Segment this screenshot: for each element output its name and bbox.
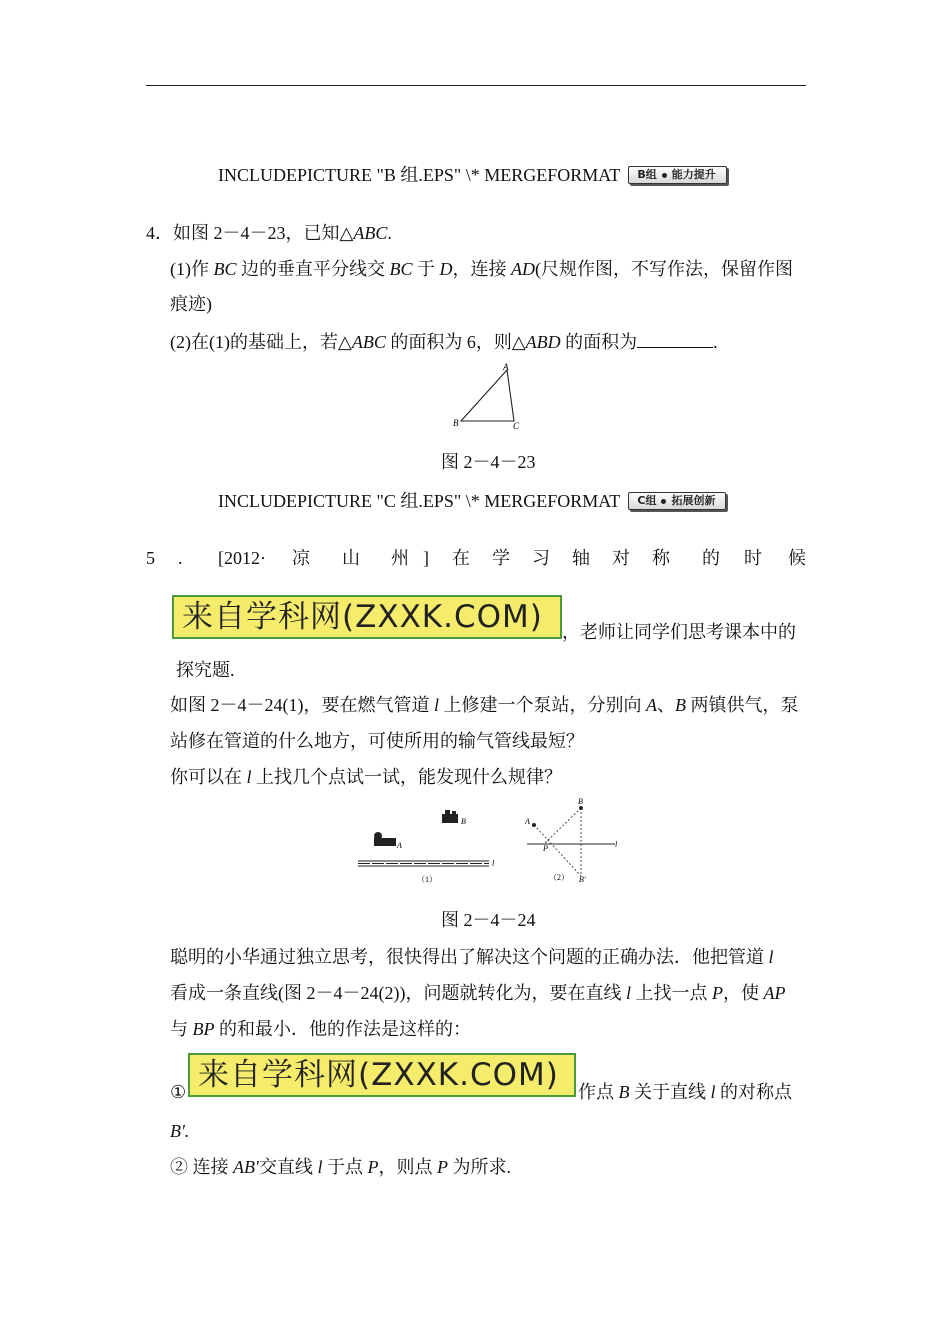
section-badge-b: B组 能力提升 [628,166,726,184]
label-l: l [615,840,618,849]
segment-bp [544,808,581,844]
pipeline-l [358,861,489,866]
town-b-icon [442,810,458,823]
q5-line6: 你可以在 l 上找几个点试一试，能发现什么规律？ [170,767,563,787]
q5-stem-justified: 5 . [2012· 凉 山 州 ] 在 学 习 轴 对 称 的 时 候 [146,548,806,568]
fig-caption-23: 图 2－4－23 [441,452,536,472]
label-b: B [453,418,459,428]
watermark-banner-2: 来自学科网(ZXXK.COM) [188,1053,576,1097]
subfig-label-1: （1） [417,875,437,884]
label-p: P [543,844,548,853]
include-b-line [218,163,727,187]
q4-part2: (2)在(1)的基础上，若△ABC 的面积为 6，则△ABD 的面积为 . [170,329,718,354]
subfig-label-2: （2） [549,873,569,882]
include-c-line [218,489,726,513]
q5-line2-tail: ，老师让同学们思考课本中的 [562,622,796,642]
include-field-b: INCLUDEPICTURE "B 组.EPS" \* MERGEFORMAT [218,165,620,185]
triangle-figure [445,360,535,436]
q5-solution-line3: 与 BP 的和最小．他的作法是这样的： [170,1019,471,1039]
header-rule [146,85,806,86]
q4-part1: (1)作 BC 边的垂直平分线交 BC 于 D，连接 AD(尺规作图，不写作法，保留作图 [170,259,794,279]
label-a: A [503,362,509,372]
watermark-banner-1: 来自学科网(ZXXK.COM) [172,595,562,639]
point-a [532,823,536,827]
label-b: B [578,797,583,806]
include-field-c: INCLUDEPICTURE "C 组.EPS" \* MERGEFORMAT [218,491,620,511]
pipeline-figure-2 [515,794,630,890]
label-l: l [492,859,495,868]
step1-text: 作点 B 关于直线 l 的对称点 [578,1082,793,1102]
q5-solution-line1: 聪明的小华通过独立思考，很快得出了解决这个问题的正确办法．他把管道 l [170,947,774,967]
point-b [579,806,583,810]
q5-line4: 如图 2－4－24(1)，要在燃气管道 l 上修建一个泵站，分别向 A、B 两镇供气，泵 [170,695,799,715]
q5-line3: 探究题. [176,660,235,680]
answer-blank [637,329,713,348]
pipeline-figure-1 [355,800,500,890]
q4-stem: 4．如图 2－4－23，已知△ABC. [146,223,392,243]
step1-number: ① [170,1082,187,1102]
label-c: C [513,421,520,431]
segment-ab-prime [534,825,581,876]
bullet-icon [662,173,667,178]
bullet-icon [661,499,666,504]
q5-solution-line2: 看成一条直线(图 2－4－24(2))，问题就转化为，要在直线 l 上找一点 P，使 AP [170,983,786,1003]
step1-text-cont: B′. [170,1121,190,1141]
q4-part1-cont: 痕迹) [170,294,212,314]
fig-caption-24: 图 2－4－24 [441,910,536,930]
label-a: A [525,817,530,826]
town-a-icon [374,832,396,846]
label-a: A [397,841,402,850]
q5-line5: 站修在管道的什么地方，可使所用的输气管线最短？ [170,731,584,751]
label-b-prime: B′ [579,875,586,884]
step2-text: ② 连接 AB′交直线 l 于点 P，则点 P 为所求. [170,1157,511,1177]
label-b: B [461,817,466,826]
triangle-abc [461,370,514,421]
section-badge-c: C组 拓展创新 [628,492,726,510]
